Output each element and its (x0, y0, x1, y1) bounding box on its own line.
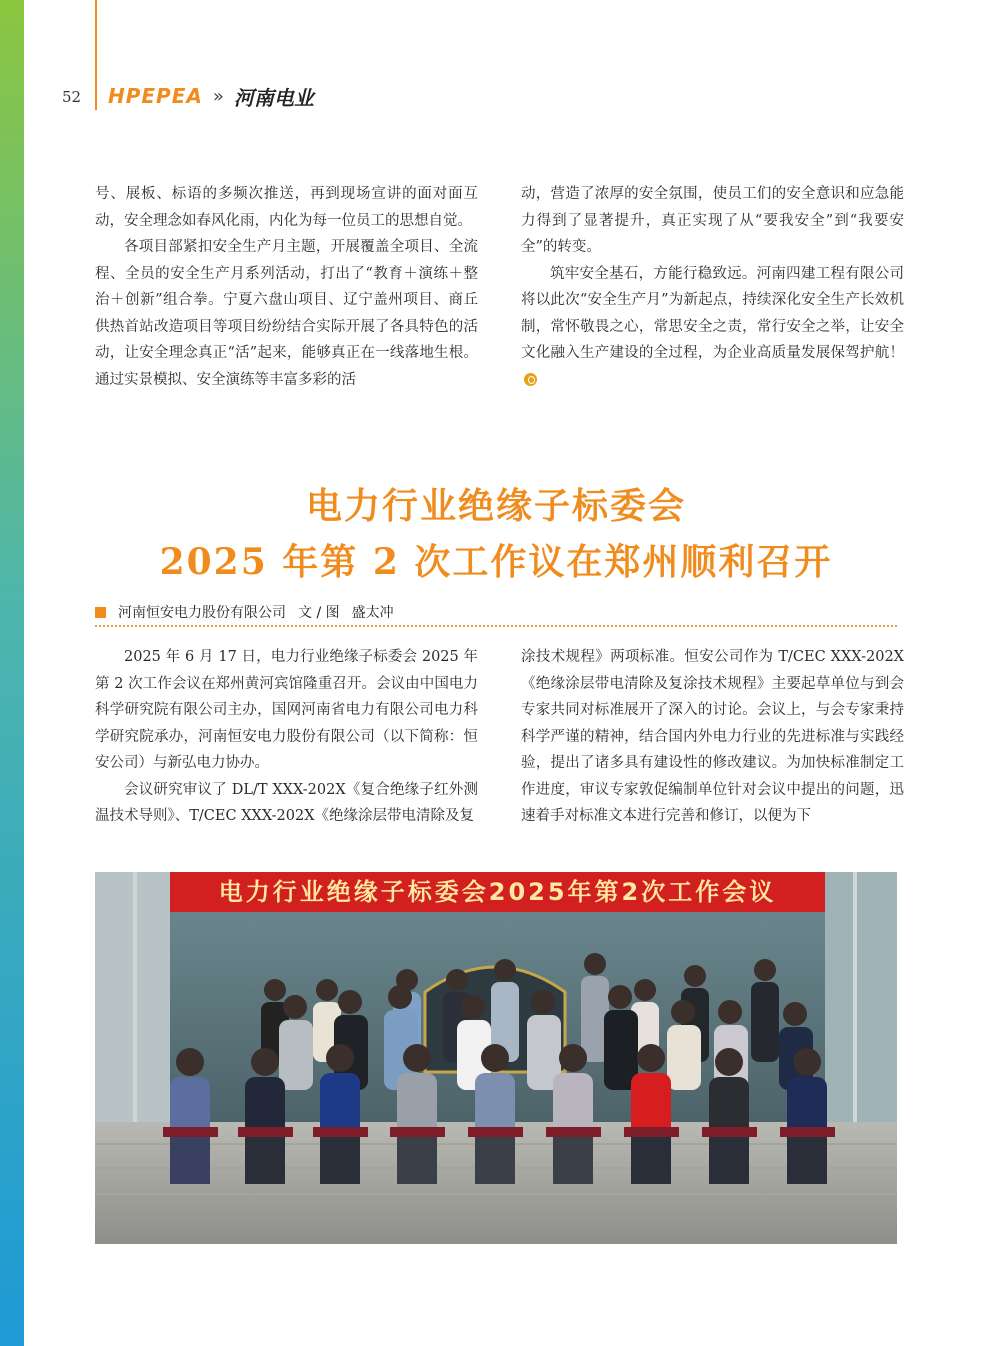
title-line-1: 电力行业绝缘子标委会 (305, 485, 686, 527)
article-left-column (95, 644, 478, 830)
article-right-column (521, 644, 904, 830)
byline-role: 文 / 图 (298, 605, 340, 621)
paragraph: 涂技术规程》两项标准。恒安公司作为 T/CEC XXX-202X《绝缘涂层带电清除及复涂技术规程》主要起草单位与到会专家共同对标准展开了深入的讨论。会议上，与会专家秉持科学严谨的精神，结合国内外电力行业的先进标准与实践经验，提出了诸多具有建设性的修改建议。为加快标准制定工作进度，审议专家敦促编制单位针对会议中提出的问题，迅速着手对标准文本进行完善和修订，以便为下 (521, 649, 904, 824)
previous-article-right-column (521, 181, 904, 393)
paragraph: 2025 年 6 月 17 日，电力行业绝缘子标委会 2025 年第 2 次工作会议在郑州黄河宾馆隆重召开。会议由中国电力科学研究院有限公司主办，国网河南省电力有限公司电力科学研究院承办，河南恒安电力股份有限公司（以下简称：恒安公司）与新弘电力协办。 (95, 649, 478, 771)
byline (95, 601, 897, 623)
byline-square-icon (95, 607, 106, 618)
page-number: 52 (62, 88, 82, 106)
paragraph (521, 261, 904, 394)
group-photo (95, 872, 897, 1244)
brand-latin-logo: HPEPEA (108, 84, 203, 108)
paragraph: 号、展板、标语的多频次推送，再到现场宣讲的面对面互动，安全理念如春风化雨，内化为每一位员工的思想自觉。 (95, 186, 478, 229)
article-title (95, 478, 897, 590)
brand-chinese-logo: 河南电业 (233, 85, 314, 110)
title-line-2: 2025 年第 2 次工作议在郑州顺利召开 (159, 541, 833, 583)
magazine-header (108, 84, 314, 108)
side-color-bar (0, 0, 24, 1346)
end-mark-icon (524, 373, 537, 386)
photo-banner-text: 电力行业绝缘子标委会2025年第2次工作会议 (218, 878, 777, 906)
paragraph: 各项目部紧扣安全生产月主题，开展覆盖全项目、全流程、全员的安全生产月系列活动，打出了“教育＋演练＋整治＋创新”组合拳。宁夏六盘山项目、辽宁盖州项目、商丘供热首站改造项目等项目纷纷结合实际开展了各具特色的活动，让安全理念真正“活”起来，能够真正在一线落地生根。通过实景模拟、安全演练等丰富多彩的活 (95, 239, 478, 388)
brand-separator: » (212, 85, 224, 107)
seated-row (170, 1044, 827, 1184)
paragraph-text: 筑牢安全基石，方能行稳致远。河南四建工程有限公司将以此次“安全生产月”为新起点，持续深化安全生产长效机制，常怀敬畏之心，常思安全之责，常行安全之举，让安全文化融入生产建设的全过程，为企业高质量发展保驾护航！ (521, 265, 904, 361)
paragraph: 会议研究审议了 DL/T XXX-202X《复合绝缘子红外测温技术导则》、T/CEC XXX-202X《绝缘涂层带电清除及复 (95, 781, 478, 824)
group-photo-illustration (95, 872, 897, 1244)
byline-divider (95, 625, 897, 627)
paragraph: 动，营造了浓厚的安全氛围，使员工们的安全意识和应急能力得到了显著提升，真正实现了从“要我安全”到“我要安全”的转变。 (521, 186, 904, 255)
previous-article-left-column (95, 181, 478, 393)
byline-author: 盛太冲 (351, 605, 394, 621)
chairs (163, 1127, 835, 1137)
byline-organization: 河南恒安电力股份有限公司 (118, 605, 286, 621)
header-vertical-rule (95, 0, 97, 110)
